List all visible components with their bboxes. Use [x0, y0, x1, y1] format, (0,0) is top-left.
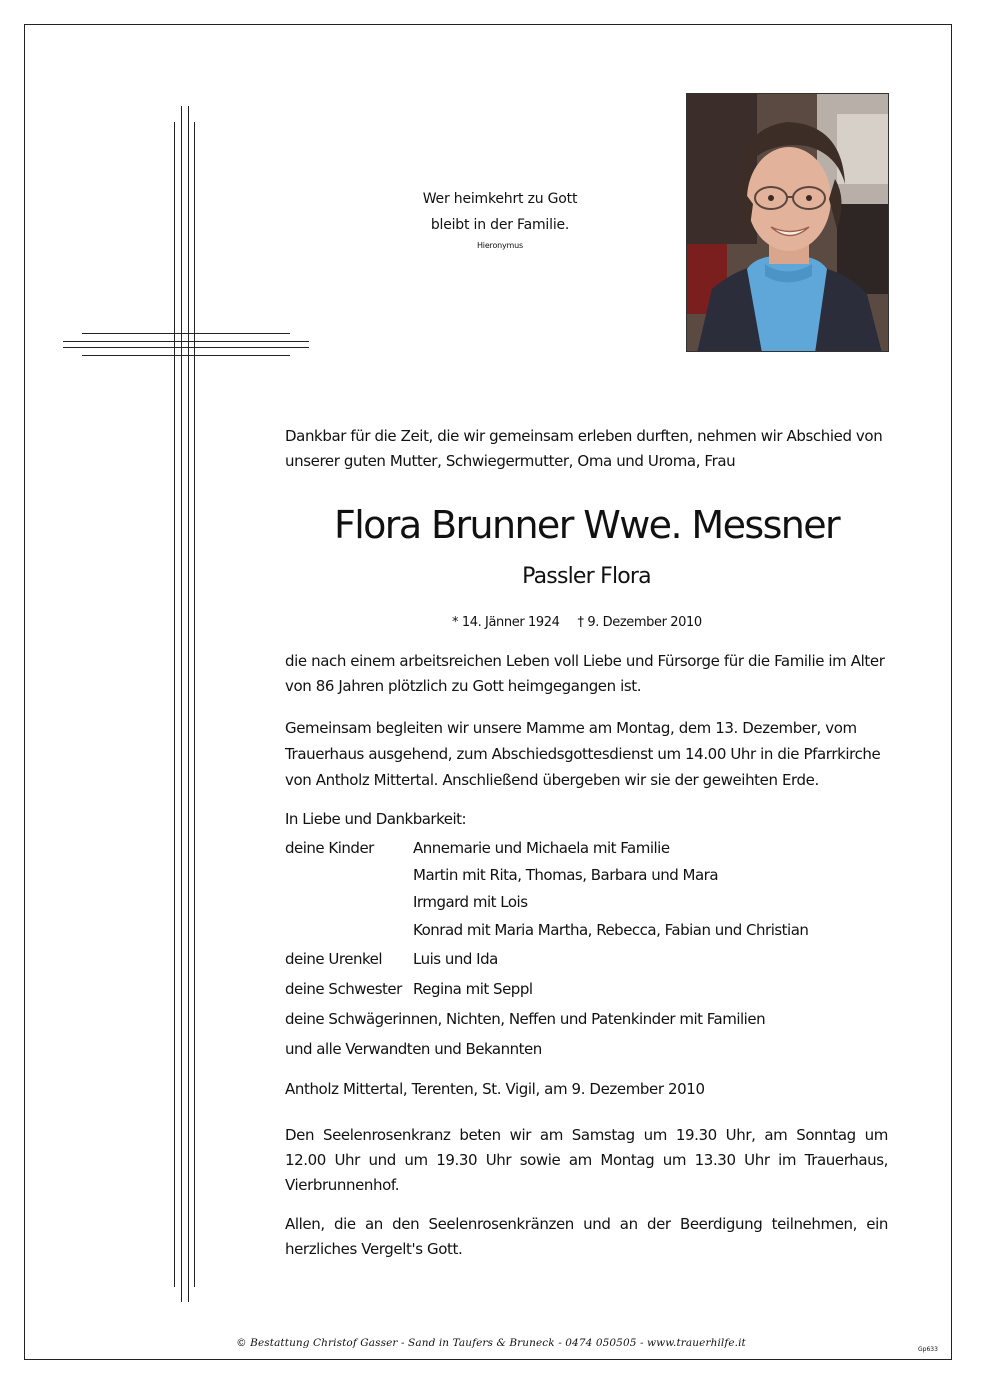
passing-text — [285, 649, 888, 699]
intro-line-1: Dankbar für die Zeit, die wir gemeinsam erleben durften, nehmen wir Abschied von — [285, 427, 883, 445]
schwester-value: Regina mit Seppl — [413, 980, 533, 998]
deceased-name: Flora Brunner Wwe. Messner — [333, 503, 840, 547]
kinder-entry-3: Irmgard mit Lois — [413, 893, 528, 911]
quote — [400, 186, 600, 252]
thanks-line-2: herzliches Vergelt's Gott. — [285, 1240, 463, 1258]
kinder-entry-1: Annemarie und Michaela mit Familie — [413, 839, 670, 857]
rosary-line-2: 12.00 Uhr und um 19.30 Uhr sowie am Montag um 13.30 Uhr im Trauerhaus, — [285, 1151, 888, 1169]
rosary-line-3: Vierbrunnenhof. — [285, 1176, 400, 1194]
kinder-entry-2: Martin mit Rita, Thomas, Barbara und Mara — [413, 866, 719, 884]
thanks-text — [285, 1212, 888, 1262]
kinder-row — [285, 861, 888, 889]
kinder-label: deine Kinder — [285, 839, 374, 857]
life-dates — [452, 615, 720, 630]
funeral-line-2: Trauerhaus ausgehend, zum Abschiedsgottesdienst um 14.00 Uhr in die Pfarrkirche — [285, 745, 881, 763]
mourners-heading-row — [285, 805, 888, 833]
schwester-label: deine Schwester — [285, 980, 402, 998]
place-date: Antholz Mittertal, Terenten, St. Vigil, am 9. Dezember 2010 — [285, 1080, 705, 1098]
portrait-photo — [686, 93, 889, 352]
kinder-entry-4: Konrad mit Maria Martha, Rebecca, Fabian und Christian — [413, 921, 809, 939]
funeral-text — [285, 715, 888, 793]
quote-line-2: bleibt in der Familie. — [430, 217, 570, 233]
footer-credit: © Bestattung Christof Gasser - Sand in Taufers & Bruneck - 0474 050505 - www.trauerhilfe.it — [236, 1337, 746, 1349]
urenkel-row — [285, 945, 888, 973]
intro-line-2: unserer guten Mutter, Schwiegermutter, Oma und Uroma, Frau — [285, 452, 736, 470]
document-code: Gp633 — [918, 1346, 938, 1353]
others-line-1: deine Schwägerinnen, Nichten, Neffen und Patenkinder mit Familien — [285, 1010, 766, 1028]
others-row — [285, 1005, 888, 1033]
funeral-line-1: Gemeinsam begleiten wir unsere Mamme am Montag, dem 13. Dezember, vom — [285, 719, 857, 737]
kinder-row — [285, 916, 888, 944]
intro-text — [285, 424, 888, 474]
passing-line-1: die nach einem arbeitsreichen Leben voll Liebe und Fürsorge für die Familie im Alter — [285, 652, 885, 670]
schwester-row — [285, 975, 888, 1003]
thanks-line-1: Allen, die an den Seelenrosenkränzen und an der Beerdigung teilnehmen, ein — [285, 1215, 888, 1233]
rosary-line-1: Den Seelenrosenkranz beten wir am Samstag um 19.30 Uhr, am Sonntag um — [285, 1126, 888, 1144]
death-date: † 9. Dezember 2010 — [577, 615, 702, 630]
deceased-alias: Passler Flora — [522, 564, 651, 589]
kinder-row — [285, 888, 888, 916]
passing-line-2: von 86 Jahren plötzlich zu Gott heimgegangen ist. — [285, 677, 642, 695]
urenkel-label: deine Urenkel — [285, 950, 383, 968]
others-row — [285, 1035, 888, 1063]
quote-author: Hieronymus — [476, 241, 523, 250]
mourners-heading: In Liebe und Dankbarkeit: — [285, 810, 467, 828]
kinder-row — [285, 834, 888, 862]
others-line-2: und alle Verwandten und Bekannten — [285, 1040, 542, 1058]
urenkel-value: Luis und Ida — [413, 950, 498, 968]
funeral-line-3: von Antholz Mittertal. Anschließend übergeben wir sie der geweihten Erde. — [285, 771, 819, 789]
portrait-image — [687, 94, 889, 352]
rosary-text — [285, 1123, 888, 1198]
birth-date: * 14. Jänner 1924 — [452, 615, 560, 630]
quote-line-1: Wer heimkehrt zu Gott — [422, 191, 578, 207]
